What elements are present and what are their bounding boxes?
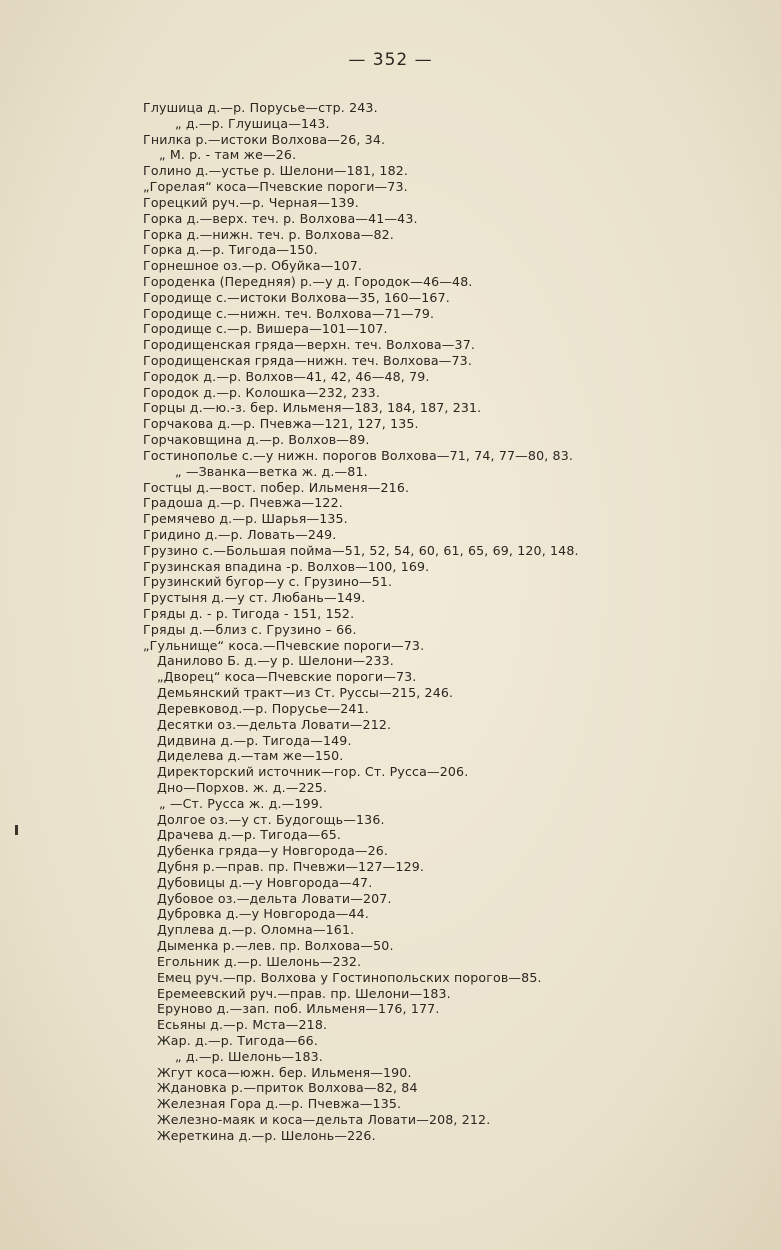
index-entry: Директорский источник—гор. Ст. Русса—206. — [157, 764, 469, 780]
index-entry: Городище с.—истоки Волхова—35, 160—167. — [143, 289, 450, 305]
index-entry: „ д.—р. Шелонь—183. — [175, 1048, 323, 1064]
index-entry: Грузино с.—Большая пойма—51, 52, 54, 60, 61, 65, 69, 120, 148. — [143, 542, 579, 558]
index-entry: Горецкий руч.—р. Черная—139. — [143, 194, 359, 210]
index-entry: Еруново д.—зап. поб. Ильменя—176, 177. — [157, 1001, 440, 1017]
index-entry: Гряды д. - р. Тигода - 151, 152. — [143, 606, 355, 621]
index-entry: Долгое оз.—у ст. Будогощь—136. — [157, 811, 385, 827]
index-entry: Демьянский тракт—из Ст. Руссы—215, 246. — [157, 685, 454, 701]
index-entry: „ М. р. - там же—26. — [159, 147, 297, 163]
index-entry: Дыменка р.—лев. пр. Волхова—50. — [157, 938, 394, 954]
index-entry: Голино д.—устье р. Шелони—181, 182. — [143, 163, 409, 179]
index-entry: Городищенская гряда—верхн. теч. Волхова—37. — [143, 337, 476, 353]
index-entry: Деревковод.—р. Порусье—241. — [157, 700, 369, 716]
index-entry: Железная Гора д.—р. Пчевжа—135. — [157, 1096, 402, 1112]
index-entry: „Горелая“ коса—Пчевские пороги—73. — [143, 179, 408, 195]
index-entry: Городок д.—р. Волхов—41, 42, 46—48, 79. — [143, 368, 430, 384]
index-entry: Городище с.—нижн. теч. Волхова—71—79. — [143, 305, 435, 321]
index-entry: Градоша д.—р. Пчевжа—122. — [143, 495, 343, 511]
index-entries — [143, 100, 743, 1144]
index-entry: Десятки оз.—дельта Ловати—212. — [157, 716, 392, 732]
index-entry: Гряды д.—близ с. Грузино – 66. — [143, 621, 357, 637]
index-entry: Еремеевский руч.—прав. пр. Шелони—183. — [157, 985, 451, 1001]
index-entry: Грузинский бугор—у с. Грузино—51. — [143, 574, 393, 590]
index-entry: Дубовое оз.—дельта Ловати—207. — [157, 890, 392, 906]
index-entry: Драчева д.—р. Тигода—65. — [157, 827, 342, 843]
index-entry: Жереткина д.—р. Шелонь—226. — [157, 1127, 376, 1143]
index-entry: Дубенка гряда—у Новгорода—26. — [157, 843, 389, 859]
index-entry: Дно—Порхов. ж. д.—225. — [157, 779, 328, 795]
index-entry: Грузинская впадина -р. Волхов—100, 169. — [143, 558, 430, 574]
index-entry: Железно-маяк и коса—дельта Ловати—208, 212. — [157, 1112, 491, 1127]
index-entry: Грустыня д.—у ст. Любань—149. — [143, 590, 366, 606]
index-entry: Дуплева д.—р. Оломна—161. — [157, 922, 355, 938]
index-entry: Городенка (Передняя) р.—у д. Городок—46—48. — [143, 273, 473, 289]
index-entry: „ —Ст. Русса ж. д.—199. — [159, 795, 324, 811]
index-entry: Городищенская гряда—нижн. теч. Волхова—73. — [143, 353, 473, 368]
index-entry: Городище с.—р. Вишера—101—107. — [143, 321, 388, 337]
index-entry: Жар. д.—р. Тигода—66. — [157, 1032, 318, 1048]
index-entry: Горка д.—верх. теч. р. Волхова—41—43. — [143, 210, 418, 226]
index-entry: Данилово Б. д.—у р. Шелони—233. — [157, 653, 394, 669]
index-entry: „Гульнище“ коса.—Пчевские пороги—73. — [143, 637, 425, 653]
index-entry: Дубовицы д.—у Новгорода—47. — [157, 874, 373, 890]
index-entry: Гнилка р.—истоки Волхова—26, 34. — [143, 131, 386, 147]
index-entry: Гостцы д.—вост. побер. Ильменя—216. — [143, 479, 410, 495]
page-number: — 352 — — [348, 50, 433, 70]
index-entry: Емец руч.—пр. Волхова у Гостинопольских порогов—85. — [157, 969, 542, 985]
index-entry: Гремячево д.—р. Шарья—135. — [143, 511, 348, 527]
index-entry: Горнешное оз.—р. Обуйка—107. — [143, 258, 363, 274]
index-entry: „ —Званка—ветка ж. д.—81. — [175, 463, 368, 479]
index-entry: Глушица д.—р. Порусье—стр. 243. — [143, 100, 378, 115]
index-entry: Егольник д.—р. Шелонь—232. — [157, 953, 362, 969]
index-entry: Есьяны д.—р. Мста—218. — [157, 1017, 328, 1033]
index-entry: Диделева д.—там же—150. — [157, 748, 344, 764]
index-entry: Горчаковщина д.—р. Волхов—89. — [143, 432, 370, 448]
index-entry: Городок д.—р. Колошка—232, 233. — [143, 384, 380, 400]
index-entry: Горка д.—р. Тигода—150. — [143, 242, 318, 258]
index-entry: Дидвина д.—р. Тигода—149. — [157, 732, 352, 748]
index-entry: Ждановка р.—приток Волхова—82, 84 — [157, 1080, 418, 1096]
index-entry: Дубровка д.—у Новгорода—44. — [157, 906, 369, 922]
index-entry: Горчакова д.—р. Пчевжа—121, 127, 135. — [143, 416, 419, 432]
index-entry: „Дворец“ коса—Пчевские пороги—73. — [157, 669, 417, 685]
index-entry: „ д.—р. Глушица—143. — [175, 115, 330, 131]
margin-mark — [15, 825, 18, 835]
index-entry: Дубня р.—прав. пр. Пчевжи—127—129. — [157, 859, 425, 874]
index-entry: Гридино д.—р. Ловать—249. — [143, 526, 337, 542]
index-entry: Горка д.—нижн. теч. р. Волхова—82. — [143, 226, 394, 242]
index-entry: Горцы д.—ю.-з. бер. Ильменя—183, 184, 187, 231. — [143, 400, 482, 416]
index-entry: Гостинополье с.—у нижн. порогов Волхова—71, 74, 77—80, 83. — [143, 447, 574, 463]
index-entry: Жгут коса—южн. бер. Ильменя—190. — [157, 1064, 412, 1080]
